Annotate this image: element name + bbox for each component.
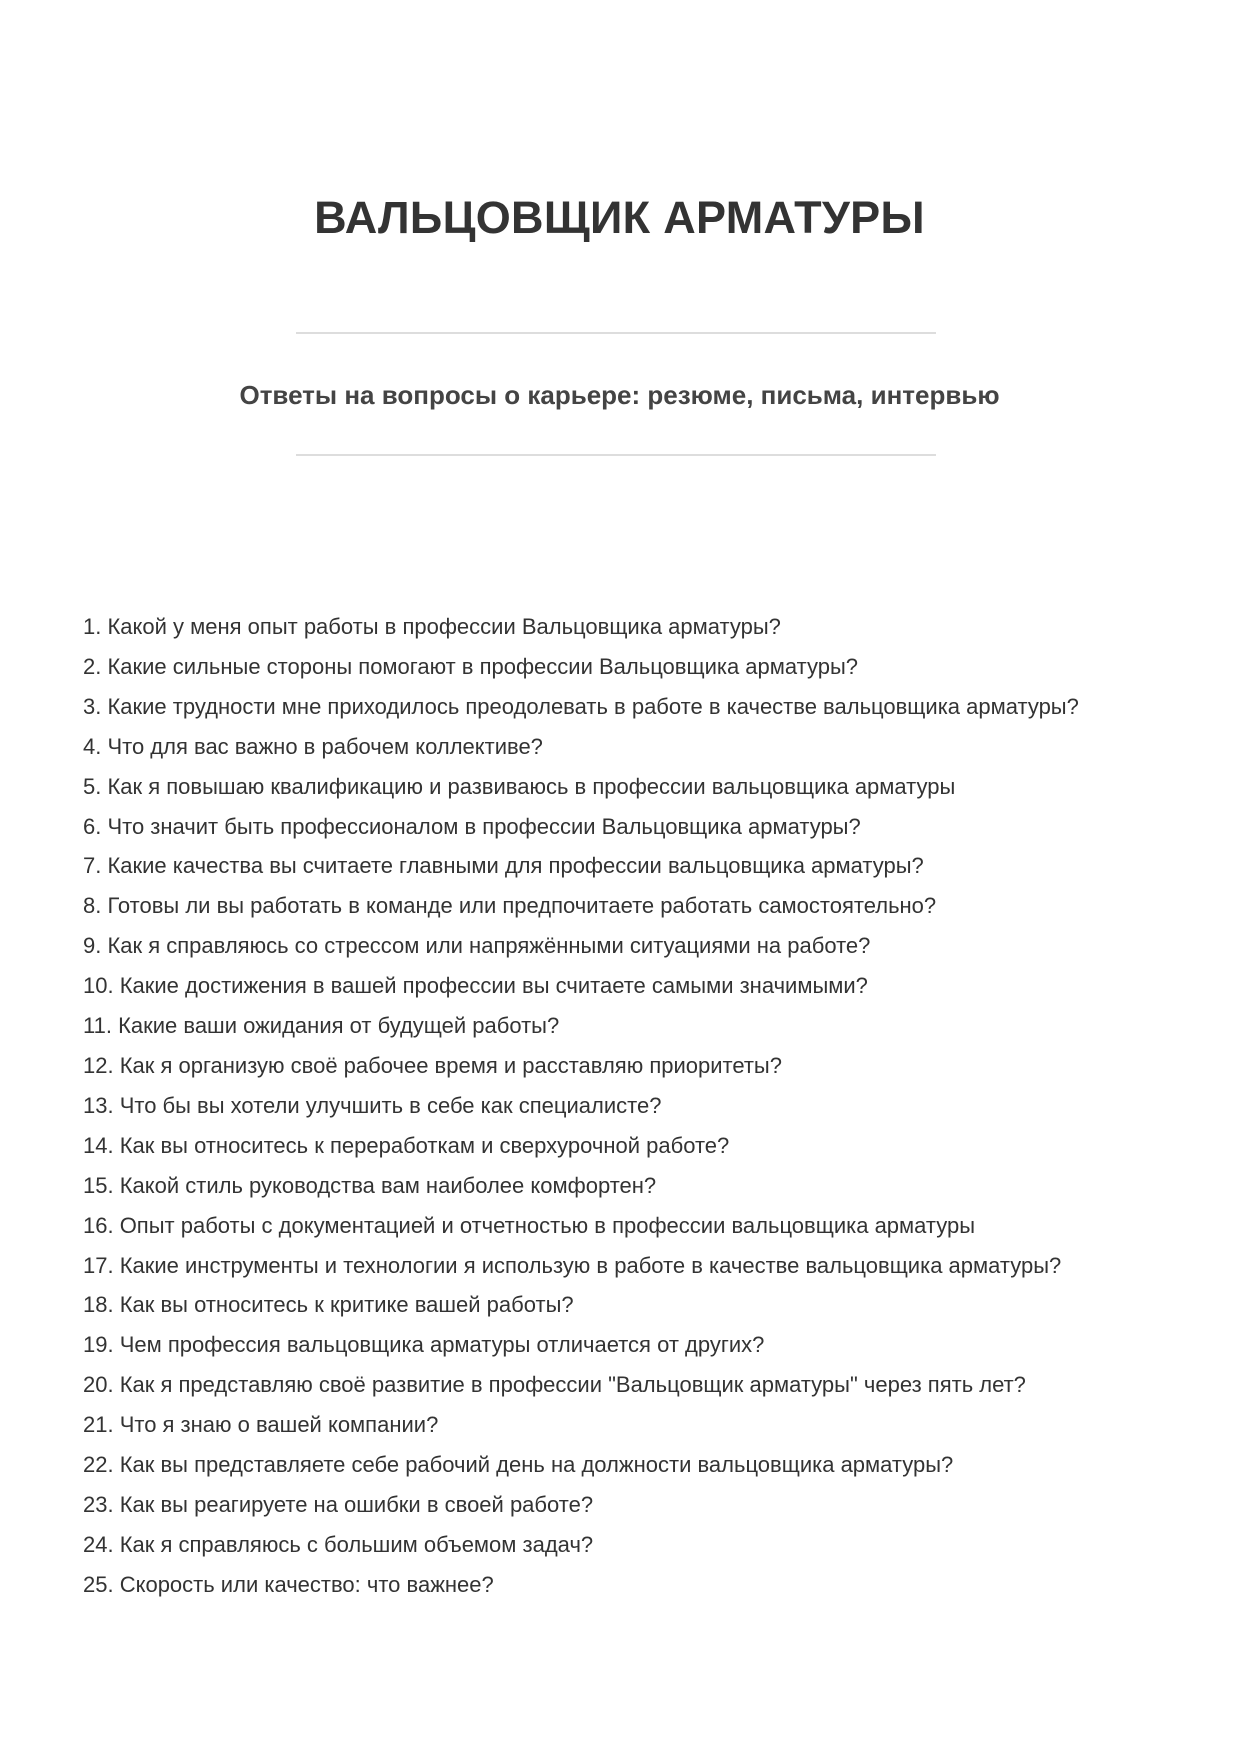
question-item: 3. Какие трудности мне приходилось преодолевать в работе в качестве вальцовщика арматуры? (83, 693, 1079, 719)
question-item: 6. Что значит быть профессионалом в профессии Вальцовщика арматуры? (83, 813, 861, 839)
question-item: 16. Опыт работы с документацией и отчетностью в профессии вальцовщика арматуры (83, 1212, 976, 1238)
question-item: 12. Как я организую своё рабочее время и расставляю приоритеты? (83, 1052, 782, 1078)
questions-list (83, 607, 1153, 1605)
question-item: 11. Какие ваши ожидания от будущей работы? (83, 1013, 560, 1039)
page-subtitle: Ответы на вопросы о карьере: резюме, письма, интервью (239, 380, 1000, 410)
question-item: 2. Какие сильные стороны помогают в профессии Вальцовщика арматуры? (83, 653, 859, 679)
question-item: 22. Как вы представляете себе рабочий день на должности вальцовщика арматуры? (83, 1452, 954, 1478)
question-item: 23. Как вы реагируете на ошибки в своей работе? (83, 1491, 594, 1517)
page-title: ВАЛЬЦОВЩИК АРМАТУРЫ (314, 192, 925, 243)
question-item: 18. Как вы относитесь к критике вашей работы? (83, 1292, 574, 1318)
question-item: 19. Чем профессия вальцовщика арматуры отличается от других? (83, 1332, 765, 1358)
divider-bottom (296, 454, 936, 456)
question-item: 20. Как я представляю своё развитие в профессии "Вальцовщик арматуры" через пять лет? (83, 1372, 1026, 1398)
question-item: 7. Какие качества вы считаете главными для профессии вальцовщика арматуры? (83, 853, 924, 879)
question-item: 1. Какой у меня опыт работы в профессии Вальцовщика арматуры? (83, 614, 781, 639)
question-item: 13. Что бы вы хотели улучшить в себе как специалисте? (83, 1092, 662, 1118)
question-item: 8. Готовы ли вы работать в команде или предпочитаете работать самостоятельно? (83, 893, 937, 919)
question-item: 5. Как я повышаю квалификацию и развиваюсь в профессии вальцовщика арматуры (83, 773, 956, 799)
question-item: 25. Скорость или качество: что важнее? (83, 1571, 494, 1597)
question-item: 4. Что для вас важно в рабочем коллективе? (83, 733, 543, 759)
question-item: 9. Как я справляюсь со стрессом или напряжёнными ситуациями на работе? (83, 933, 871, 959)
question-item: 15. Какой стиль руководства вам наиболее комфортен? (83, 1172, 657, 1198)
question-item: 24. Как я справляюсь с большим объемом задач? (83, 1531, 594, 1557)
divider-top (296, 332, 936, 334)
question-item: 14. Как вы относитесь к переработкам и сверхурочной работе? (83, 1132, 730, 1158)
question-item: 10. Какие достижения в вашей профессии вы считаете самыми значимыми? (83, 973, 868, 999)
question-item: 17. Какие инструменты и технологии я использую в работе в качестве вальцовщика арматуры? (83, 1252, 1062, 1278)
question-item: 21. Что я знаю о вашей компании? (83, 1412, 439, 1438)
